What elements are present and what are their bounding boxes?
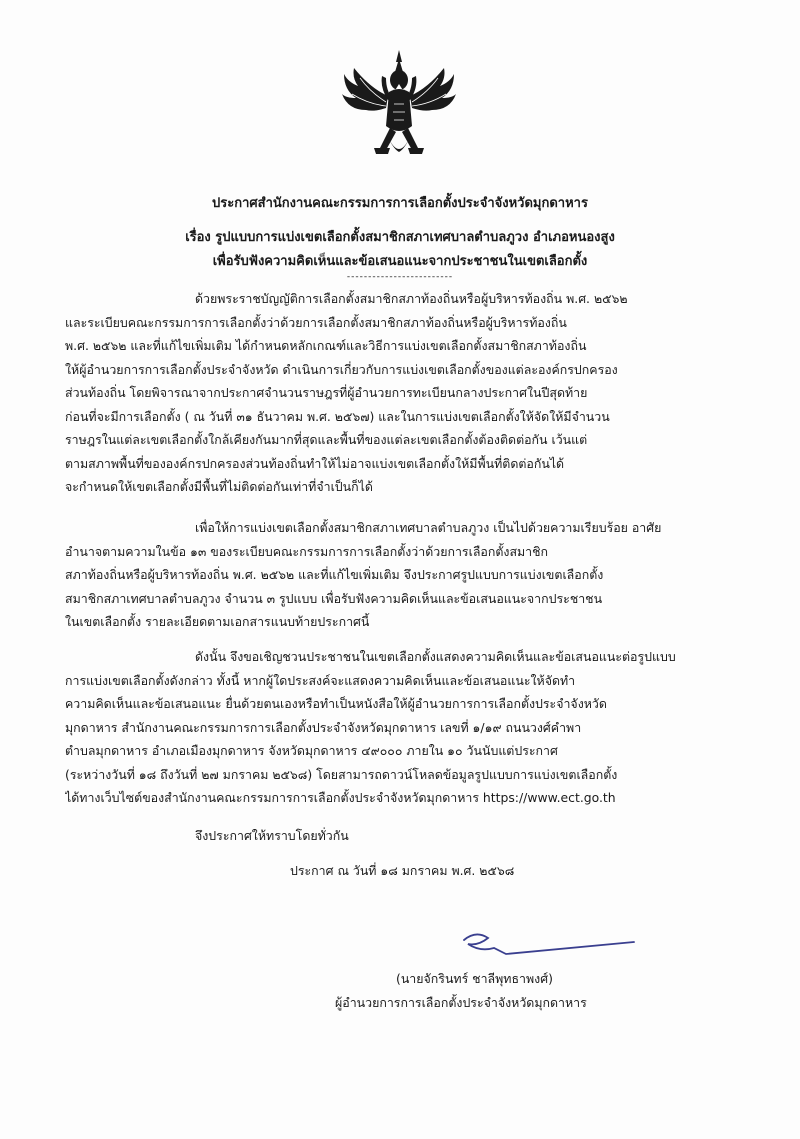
- announcement-subject: เรื่อง รูปแบบการแบ่งเขตเลือกตั้งสมาชิกสภาเทศบาลตำบลภูวง อำเภอหนองสูง: [185, 230, 615, 245]
- paragraph-3: [65, 645, 735, 810]
- paragraph-line: (ระหว่างวันที่ ๑๘ ถึงวันที่ ๒๗ มกราคม ๒๕๖๘) โดยสามารถดาวน์โหลดข้อมูลรูปแบบการแบ่งเขตเลือกตั้ง: [65, 766, 618, 782]
- paragraph-1: [65, 287, 735, 499]
- paragraph-2: [65, 516, 735, 634]
- paragraph-line: ด้วยพระราชบัญญัติการเลือกตั้งสมาชิกสภาท้องถิ่นหรือผู้บริหารท้องถิ่น พ.ศ. ๒๕๖๒: [195, 291, 628, 306]
- paragraph-line: อำนาจตามความในข้อ ๑๓ ของระเบียบคณะกรรมการการเลือกตั้งว่าด้วยการเลือกตั้งสมาชิก: [65, 543, 549, 559]
- paragraph-line: ส่วนท้องถิ่น โดยพิจารณาจากประกาศจำนวนราษฎรที่ผู้อำนวยการทะเบียนกลางประกาศในปีสุดท้าย: [65, 385, 588, 400]
- garuda-emblem-icon: [340, 48, 458, 166]
- paragraph-line: จะกำหนดให้เขตเลือกตั้งมีพื้นที่ไม่ติดต่อกันเท่าที่จำเป็นก็ได้: [65, 479, 373, 494]
- paragraph-line: ดังนั้น จึงขอเชิญชวนประชาชนในเขตเลือกตั้งแสดงความคิดเห็นและข้อเสนอแนะต่อรูปแบบ: [195, 649, 676, 664]
- signatory-title: ผู้อำนวยการการเลือกตั้งประจำจังหวัดมุกดาหาร: [335, 995, 587, 1010]
- header-divider: -------------------------: [346, 272, 454, 282]
- signature-icon: [448, 928, 638, 970]
- paragraph-line: ตามสภาพพื้นที่ขององค์กรปกครองส่วนท้องถิ่นทำให้ไม่อาจแบ่งเขตเลือกตั้งให้มีพื้นที่ติดต่อกันได้: [65, 455, 565, 471]
- paragraph-line: พ.ศ. ๒๕๖๒ และที่แก้ไขเพิ่มเติม ได้กำหนดหลักเกณฑ์และวิธีการแบ่งเขตเลือกตั้งสมาชิกสภาท้องถิ่น: [65, 338, 587, 353]
- paragraph-line: ความคิดเห็นและข้อเสนอแนะ ยื่นด้วยตนเองหรือทำเป็นหนังสือให้ผู้อำนวยการการเลือกตั้งประจำจังหวัด: [65, 696, 607, 711]
- signatory-name: (นายจักรินทร์ ชาลีพุทธาพงศ์): [396, 971, 553, 986]
- paragraph-line: สมาชิกสภาเทศบาลตำบลภูวง จำนวน ๓ รูปแบบ เพื่อรับฟังความคิดเห็นและข้อเสนอแนะจากประชาชน: [65, 590, 603, 606]
- paragraph-line: ในเขตเลือกตั้ง รายละเอียดตามเอกสารแนบท้ายประกาศนี้: [65, 614, 370, 629]
- paragraph-line: การแบ่งเขตเลือกตั้งดังกล่าว ทั้งนี้ หากผู้ใดประสงค์จะแสดงความคิดเห็นและข้อเสนอแนะให้จัดทำ: [65, 672, 576, 688]
- paragraph-line: ให้ผู้อำนวยการการเลือกตั้งประจำจังหวัด ดำเนินการเกี่ยวกับการแบ่งเขตเลือกตั้งของแต่ละองค์กรปกครอง: [65, 361, 618, 377]
- paragraph-line: และระเบียบคณะกรรมการการเลือกตั้งว่าด้วยการเลือกตั้งสมาชิกสภาท้องถิ่นหรือผู้บริหารท้องถิ่น: [65, 314, 567, 330]
- paragraph-line: ราษฎรในแต่ละเขตเลือกตั้งใกล้เคียงกันมากที่สุดและพื้นที่ของแต่ละเขตเลือกตั้งต้องติดต่อกัน เว้นแต่: [65, 432, 588, 447]
- paragraph-line: ตำบลมุกดาหาร อำเภอเมืองมุกดาหาร จังหวัดมุกดาหาร ๔๙๐๐๐ ภายใน ๑๐ วันนับแต่ประกาศ: [65, 743, 558, 758]
- announcement-date: ประกาศ ณ วันที่ ๑๘ มกราคม พ.ศ. ๒๕๖๘: [290, 863, 515, 878]
- paragraph-line: เพื่อให้การแบ่งเขตเลือกตั้งสมาชิกสภาเทศบาลตำบลภูวง เป็นไปด้วยความเรียบร้อย อาศัย: [195, 520, 662, 535]
- paragraph-line: ก่อนที่จะมีการเลือกตั้ง ( ณ วันที่ ๓๑ ธันวาคม พ.ศ. ๒๕๖๗) และในการแบ่งเขตเลือกตั้งให้จัดให้มีจำนวน: [65, 408, 610, 424]
- paragraph-line: มุกดาหาร สำนักงานคณะกรรมการการเลือกตั้งประจำจังหวัดมุกดาหาร เลขที่ ๑/๑๙ ถนนวงศ์คำพา: [65, 719, 582, 735]
- paragraph-line: ได้ทางเว็บไซต์ของสำนักงานคณะกรรมการการเลือกตั้งประจำจังหวัดมุกดาหาร https://www.ect.go.th: [65, 790, 616, 805]
- closing-statement: จึงประกาศให้ทราบโดยทั่วกัน: [195, 828, 349, 843]
- announcement-title: ประกาศสำนักงานคณะกรรมการการเลือกตั้งประจำจังหวัดมุกดาหาร: [212, 196, 588, 211]
- paragraph-line: สภาท้องถิ่นหรือผู้บริหารท้องถิ่น พ.ศ. ๒๕๖๒ และที่แก้ไขเพิ่มเติม จึงประกาศรูปแบบการแบ่งเขตเลือกตั้ง: [65, 567, 604, 582]
- announcement-subject-cont: เพื่อรับฟังความคิดเห็นและข้อเสนอแนะจากประชาชนในเขตเลือกตั้ง: [212, 254, 588, 269]
